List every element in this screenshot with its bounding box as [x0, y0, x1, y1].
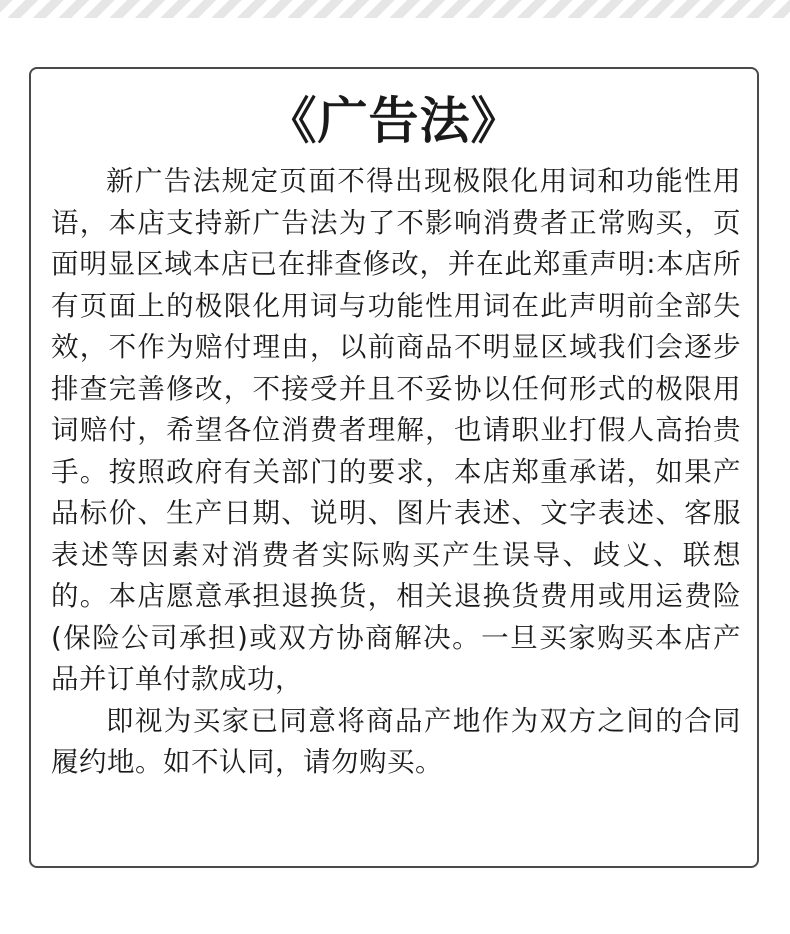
- decorative-stripe-bar: [0, 0, 790, 18]
- ad-law-notice-box: [29, 67, 759, 868]
- notice-paragraph-1: 新广告法规定页面不得出现极限化用词和功能性用语，本店支持新广告法为了不影响消费者正常购买，页面明显区域本店已在排查修改，并在此郑重声明:本店所有页面上的极限化用词与功能性用词在此声明前全部失效，不作为赔付理由，以前商品不明显区域我们会逐步排查完善修改，不接受并且不妥协以任何形式的极限用词赔付，希望各位消费者理解，也请职业打假人高抬贵手。按照政府有关部门的要求，本店郑重承诺，如果产品标价、生产日期、说明、图片表述、文字表述、客服表述等因素对消费者实际购买产生误导、歧义、联想的。本店愿意承担退换货，相关退换货费用或用运费险(保险公司承担)或双方协商解决。一旦买家购买本店产品并订单付款成功，: [51, 165, 741, 695]
- notice-title: 《广告法》: [266, 92, 522, 150]
- notice-body: [51, 161, 741, 784]
- notice-paragraph-2: 即视为买家已同意将商品产地作为双方之间的合同履约地。如不认同，请勿购买。: [51, 704, 741, 778]
